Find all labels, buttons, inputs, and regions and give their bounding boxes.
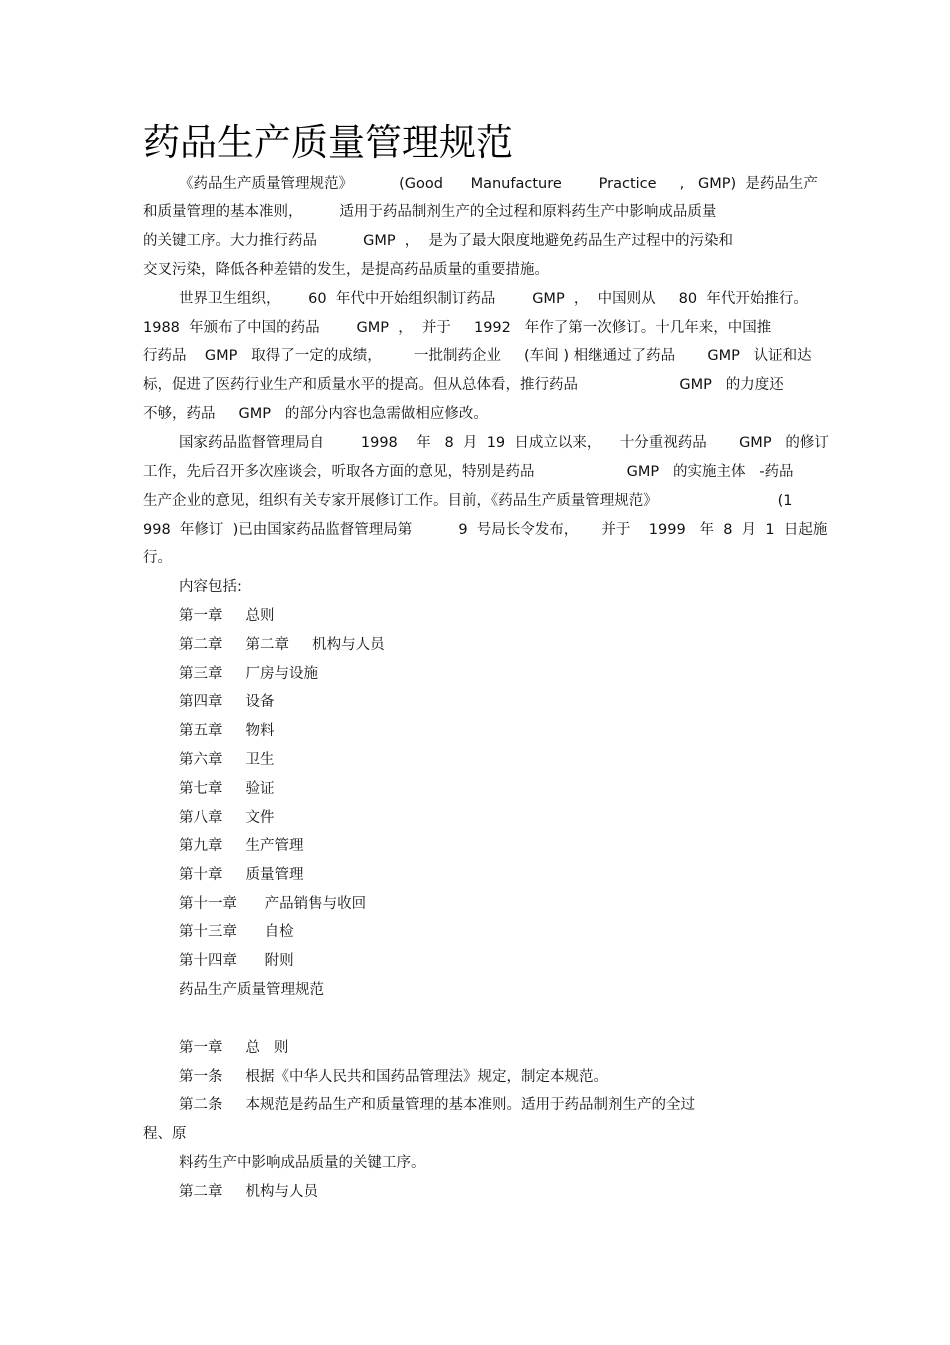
history-line: 行药品 GMP 取得了一定的成绩， 一批制药企业 (车间 ) 相继通过了药品 GMP 认证和达 <box>143 348 812 364</box>
document-title: 药品生产质量管理规范 <box>143 121 513 164</box>
code-title: 药品生产质量管理规范 <box>179 982 324 998</box>
intro-line: 交叉污染，降低各种差错的发生，是提高药品质量的重要措施。 <box>143 262 549 278</box>
chapter-heading: 第二章 机构与人员 <box>179 1184 319 1200</box>
chapter-list-item: 第六章 卫生 <box>179 752 275 768</box>
chapter-heading: 第一章 总 则 <box>179 1040 289 1056</box>
intro-line: 的关键工序。大力推行药品 GMP ， 是为了最大限度地避免药品生产过程中的污染和 <box>143 233 734 249</box>
chapter-list-item: 第十四章 附则 <box>179 953 294 969</box>
chapter-list-item: 第七章 验证 <box>179 781 275 797</box>
chapter-list-item: 第十三章 自检 <box>179 924 294 940</box>
chapter-list-item: 第四章 设备 <box>179 694 275 710</box>
history-line: 1988 年颁布了中国的药品 GMP ， 并于 1992 年作了第一次修订。十几年来，中国推 <box>143 320 772 336</box>
revision-line: 行。 <box>143 550 172 566</box>
revision-line: 国家药品监督管理局自 1998 年 8 月 19 日成立以来， 十分重视药品 GMP 的修订 <box>179 435 829 451</box>
chapter-list-item: 第三章 厂房与设施 <box>179 666 319 682</box>
chapter-list-item: 第八章 文件 <box>179 810 275 826</box>
history-line: 不够，药品 GMP 的部分内容也急需做相应修改。 <box>143 406 488 422</box>
article-line: 第一条 根据《中华人民共和国药品管理法》规定，制定本规范。 <box>179 1069 609 1085</box>
article-line: 第二条 本规范是药品生产和质量管理的基本准则。适用于药品制剂生产的全过 <box>179 1097 696 1113</box>
chapter-list-item: 第五章 物料 <box>179 723 275 739</box>
chapter-list-item: 第十一章 产品销售与收回 <box>179 896 367 912</box>
intro-line: 《药品生产质量管理规范》 (Good Manufacture Practice , GMP) 是药品生产 <box>179 176 818 192</box>
chapter-list-item: 第十章 质量管理 <box>179 867 304 883</box>
chapter-list-item: 第一章 总则 <box>179 608 275 624</box>
intro-line: 和质量管理的基本准则， 适用于药品制剂生产的全过程和原料药生产中影响成品质量 <box>143 204 717 220</box>
chapter-list-item: 第二章 第二章 机构与人员 <box>179 637 385 653</box>
article-line: 料药生产中影响成品质量的关键工序。 <box>179 1155 426 1171</box>
revision-line: 998 年修订 )已由国家药品监督管理局第 9 号局长令发布， 并于 1999 年 8 月 1 日起施 <box>143 522 828 538</box>
chapter-list-item: 第九章 生产管理 <box>179 838 304 854</box>
revision-line: 生产企业的意见，组织有关专家开展修订工作。目前，《药品生产质量管理规范》 (1 <box>143 493 793 509</box>
contents-heading: 内容包括: <box>179 579 242 595</box>
revision-line: 工作，先后召开多次座谈会，听取各方面的意见，特别是药品 GMP 的实施主体 -药品 <box>143 464 794 480</box>
history-line: 标，促进了医药行业生产和质量水平的提高。但从总体看，推行药品 GMP 的力度还 <box>143 377 784 393</box>
article-line: 程、原 <box>143 1126 187 1142</box>
history-line: 世界卫生组织， 60 年代中开始组织制订药品 GMP ， 中国则从 80 年代开始推行。 <box>179 291 808 307</box>
